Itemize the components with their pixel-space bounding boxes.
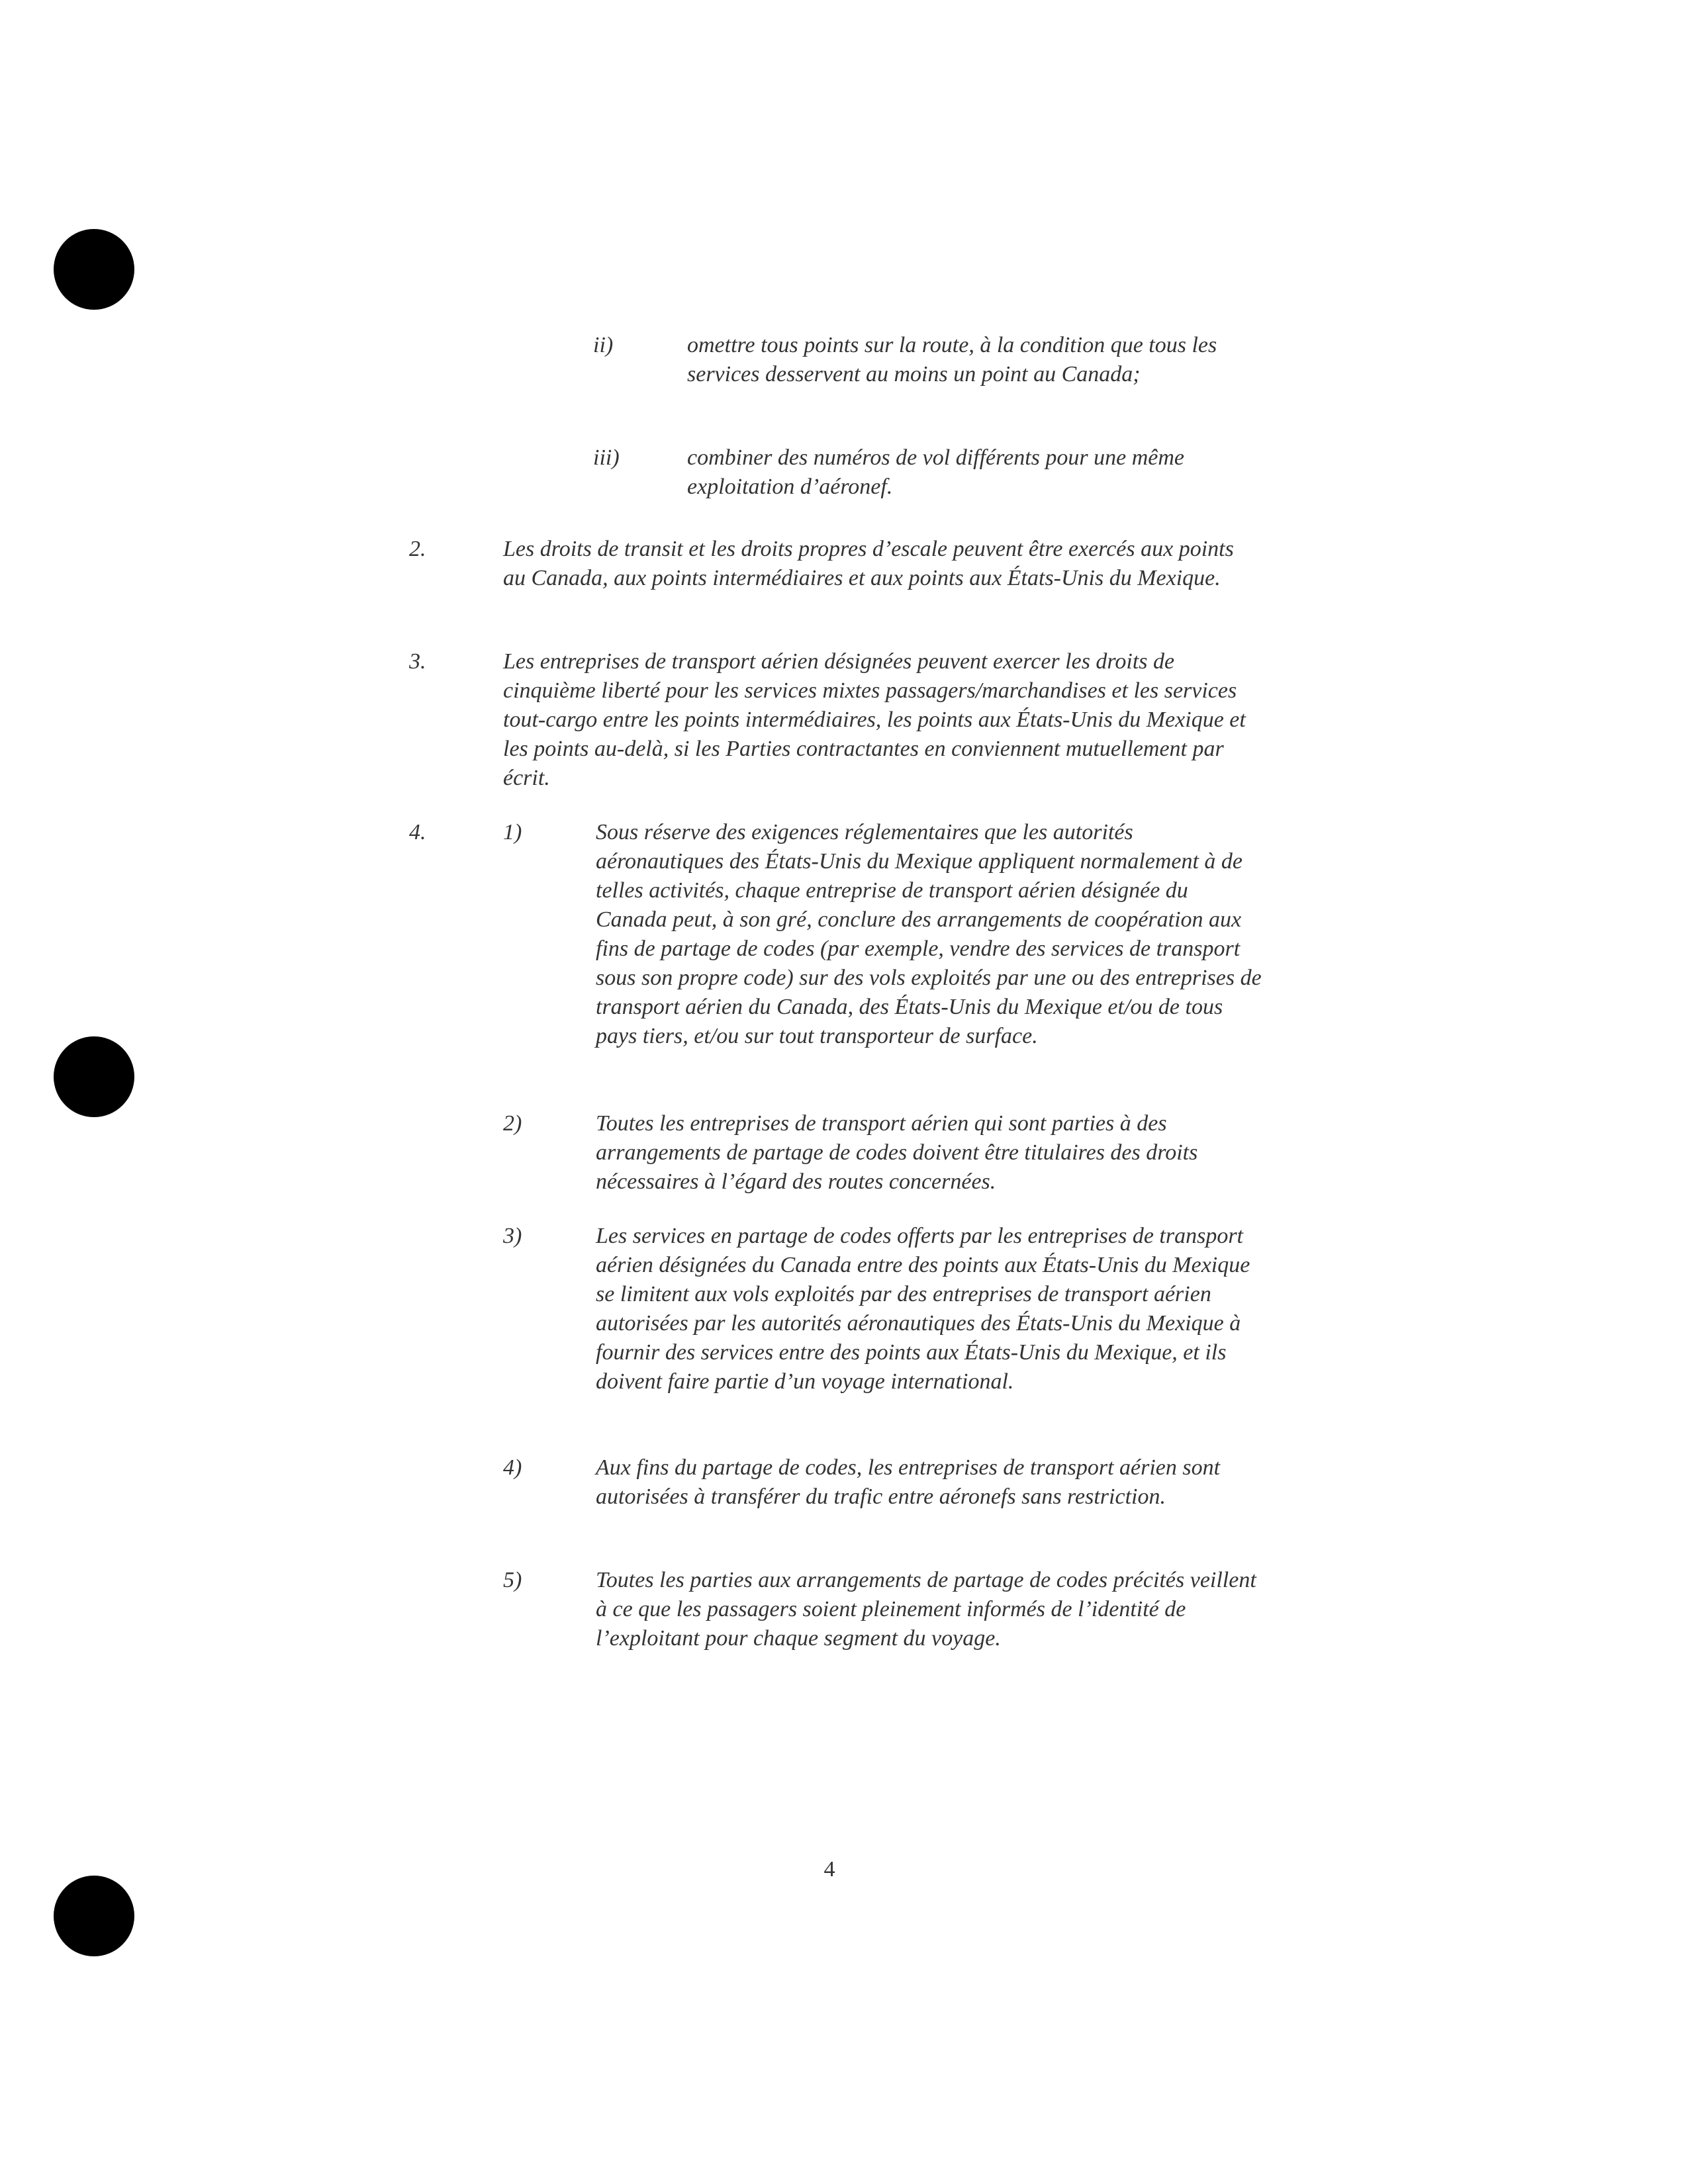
- clause-text: combiner des numéros de vol différents pour une même exploitation d’aéronef.: [687, 445, 1184, 499]
- clause-label: iii): [593, 445, 620, 470]
- paragraph-number: 4.: [409, 820, 426, 844]
- binder-hole-middle: [54, 1036, 134, 1117]
- binder-hole-bottom: [54, 1876, 134, 1956]
- paragraph-text: Les entreprises de transport aérien désignées peuvent exercer les droits de cinquième liberté pour les services mixtes passagers/marchandises et les services tout-cargo entre les points intermédiaires, les points aux États-Unis du Mexique et les points au-delà, si les Parties contractantes en conviennent mutuellement par écrit.: [503, 649, 1246, 790]
- subparagraph-text: Aux fins du partage de codes, les entreprises de transport aérien sont autorisées à transférer du trafic entre aéronefs sans restriction.: [596, 1455, 1221, 1509]
- subparagraph-label: 3): [503, 1224, 522, 1248]
- paragraph-text: Les droits de transit et les droits propres d’escale peuvent être exercés aux points au Canada, aux points intermédiaires et aux points aux États-Unis du Mexique.: [503, 537, 1234, 590]
- subparagraph-label: 1): [503, 820, 522, 844]
- clause-label: ii): [593, 333, 614, 357]
- subparagraph-label: 4): [503, 1455, 522, 1480]
- clause-text: omettre tous points sur la route, à la condition que tous les services desservent au moins un point au Canada;: [687, 333, 1217, 387]
- paragraph-number: 3.: [409, 649, 426, 674]
- subparagraph-text: Toutes les entreprises de transport aérien qui sont parties à des arrangements de partage de codes doivent être titulaires des droits nécessaires à l’égard des routes concernées.: [596, 1111, 1198, 1194]
- binder-hole-top: [54, 229, 134, 310]
- subparagraph-label: 2): [503, 1111, 522, 1136]
- subparagraph-label: 5): [503, 1568, 522, 1592]
- page-number: 4: [823, 1857, 835, 1882]
- paragraph-number: 2.: [409, 537, 426, 561]
- subparagraph-text: Sous réserve des exigences réglementaires que les autorités aéronautiques des États-Unis du Mexique appliquent normalement à de telles activités, chaque entreprise de transport aérien désignée du Canada peut, à son gré, conclure des arrangements de coopération aux fins de partage de codes (par exemple, vendre des services de transport sous son propre code) sur des vols exploités par une ou des entreprises de transport aérien du Canada, des États-Unis du Mexique et/ou de tous pays tiers, et/ou sur tout transporteur de surface.: [596, 820, 1262, 1048]
- subparagraph-text: Les services en partage de codes offerts par les entreprises de transport aérien désignées du Canada entre des points aux États-Unis du Mexique se limitent aux vols exploités par des entreprises de transport aérien autorisées par les autorités aéronautiques des États-Unis du Mexique à fournir des services entre des points aux États-Unis du Mexique, et ils doivent faire partie d’un voyage international.: [596, 1224, 1250, 1394]
- subparagraph-text: Toutes les parties aux arrangements de partage de codes précités veillent à ce que les passagers soient pleinement informés de l’identité de l’exploitant pour chaque segment du voyage.: [596, 1568, 1256, 1651]
